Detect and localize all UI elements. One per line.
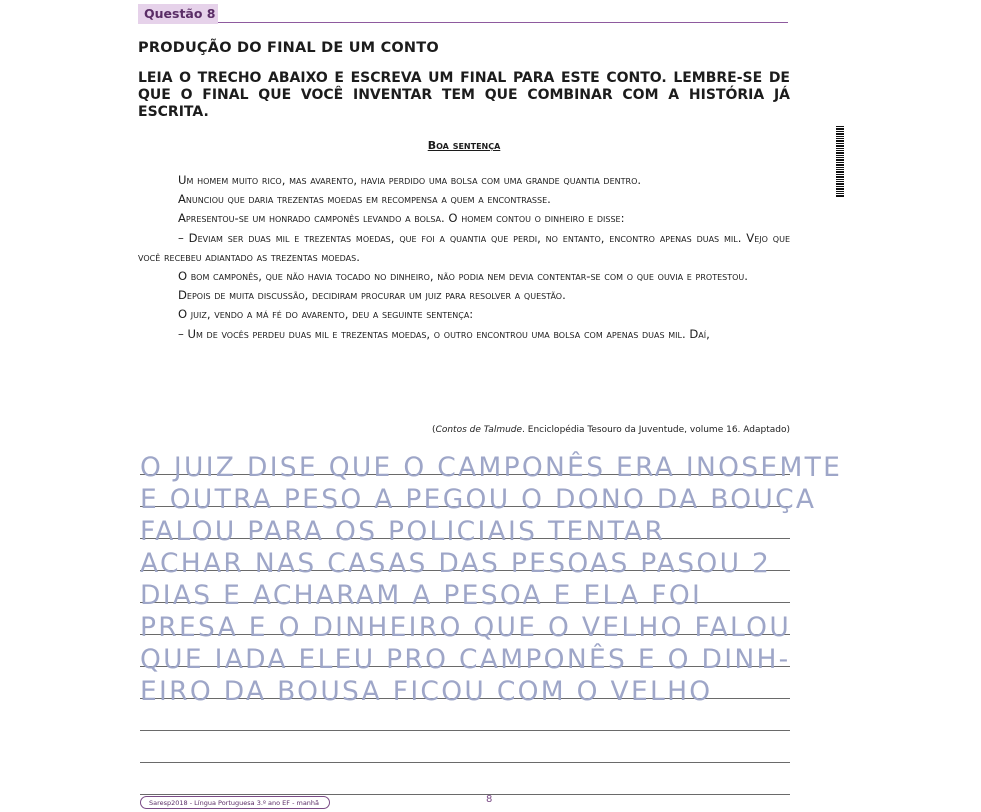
instruction-text: LEIA O TRECHO ABAIXO E ESCREVA UM FINAL PARA ESTE CONTO. LEMBRE-SE DE QUE O FINAL QUE VOCÊ INVENTAR TEM QUE COMBINAR COM A HISTÓRIA JÁ ESCRITA. [138,70,790,120]
handwritten-line: E OUTRA PESO A PEGOU O DONO DA BOUÇA [140,484,817,515]
writing-line [140,730,790,731]
handwritten-line: ACHAR NAS CASAS DAS PESOAS PASOU 2 [140,548,772,579]
story-paragraph: – Um de vocês perdeu duas mil e trezentas moedas, o outro encontrou uma bolsa com apenas duas mil. Daí, [178,326,710,341]
story-body [138,171,790,344]
story-paragraph: Apresentou-se um honrado camponês levando a bolsa. O homem contou o dinheiro e disse: [178,211,625,226]
source-details: . Enciclopédia Tesouro da Juventude, volume 16. Adaptado) [522,425,790,435]
answer-area [140,452,843,805]
handwritten-line: FALOU PARA OS POLICIAIS TENTAR [140,516,666,547]
footer-badge: Saresp2018 - Língua Portuguesa 3.º ano EF - manhã [140,796,330,809]
handwritten-line: QUE IADA ELEU PRO CAMPONÊS E O DINH- [140,644,791,675]
handwritten-line: EIRO DA BOUSA FICOU COM O VELHO [140,676,713,707]
page-heading: PRODUÇÃO DO FINAL DE UM CONTO [138,40,439,56]
story-paragraph: O bom camponês, que não havia tocado no dinheiro, não podia nem devia contentar-se com o que ouvia e protestou. [178,269,748,284]
handwritten-line: PRESA E O DINHEIRO QUE O VELHO FALOU [140,612,792,643]
header-rule [218,22,788,23]
writing-line [140,762,790,763]
page-number: 8 [486,794,493,805]
story-title: Boa sentença [427,139,501,152]
question-label: Questão 8 [138,4,218,24]
story-paragraph: – Deviam ser duas mil e trezentas moedas, que foi a quantia que perdi, no entanto, encontro apenas duas mil. Vejo que você recebeu adiantado as trezentas moedas. [138,230,790,264]
source-open: ( [432,425,436,435]
story-paragraph: O juiz, vendo a má fé do avarento, deu a seguinte sentença: [178,307,474,322]
handwritten-line: O JUIZ DISE QUE O CAMPONÊS ERA INOSEMTE [140,452,843,483]
source-citation [432,425,790,435]
source-title: Contos de Talmude [435,425,523,435]
story-paragraph: Anunciou que daria trezentas moedas em recompensa a quem a encontrasse. [178,192,551,207]
question-header [138,0,788,26]
story-paragraph: Depois de muita discussão, decidiram procurar um juiz para resolver a questão. [178,288,566,303]
story-paragraph: Um homem muito rico, mas avarento, havia perdido uma bolsa com uma grande quantia dentro. [178,173,642,187]
writing-line [140,794,790,795]
handwritten-line: DIAS E ACHARAM A PESOA E ELA FOI [140,580,703,611]
barcode [836,126,844,206]
